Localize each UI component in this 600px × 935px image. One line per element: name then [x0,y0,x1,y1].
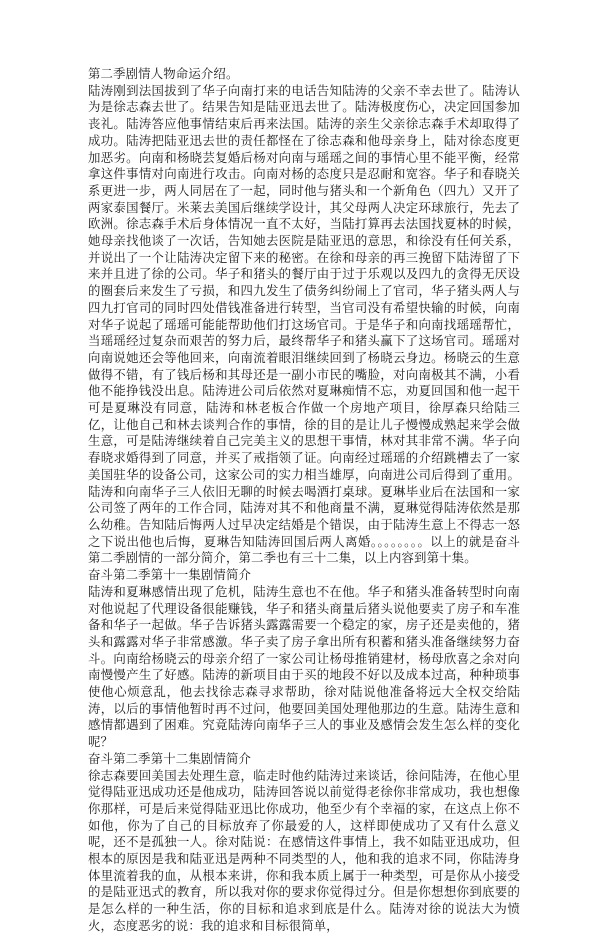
section-paragraph-3: 徐志森要回美国去处理生意，临走时他约陆涛过来谈话，徐问陆涛，在他心里觉得陆亚迅成功还是他成功，陆涛回答说以前觉得老徐你非常成功，我也想像你那样，可是后来觉得陆亚迅比你成功，他至少有个幸福的家，在这点上你不如他，你为了自己的目标放弃了你最爱的人，这样即使成功了又有什么意义呢，还不是孤独一人。徐对陆说：在感情这件事情上，我不如陆亚迅成功，但根本的原因是我和陆亚迅是两种不同类型的人，他和我的追求不同，你陆涛身体里流着我的血，从根本来讲，你和我本质上属于一种类型，可是你从小接受的是陆亚迅式的教育，所以我对你的要求你觉得过分。但是你想想你到底要的是怎么样的一种生活，你的目标和追求到底是什么。陆涛对徐的说法大为愤火，态度恶劣的说：我的追求和目标很简单， [88,767,520,933]
section-heading-2: 奋斗第二季第十一集剧情简介 [88,567,252,583]
section-heading-3: 奋斗第二季第十二集剧情简介 [88,750,252,766]
section-heading-1: 第二季剧情人物命运介绍。 [88,66,239,81]
section-paragraph-1: 陆涛刚到法国拔到了华子向南打来的电话告知陆涛的父亲不幸去世了。陆涛认为是徐志森去世了。结果告知是陆亚迅去世了。陆涛极度伤心，决定回国参加丧礼。陆涛答应他事情结束后再来法国。陆涛的亲生父亲徐志森手术却取得了成功。陆涛把陆亚迅去世的责任都怪在了徐志森和他母亲身上，陆对徐态度更加恶劣。向南和杨晓芸复婚后杨对向南与瑶瑶之间的事情心里不能平衡，经常拿这件事情对向南进行攻击。向南对杨的态度只是忍耐和宽容。华子和春晓关系更进一步，两人同居在了一起，同时他与猪头和一个新角色（四九）又开了两家泰国餐厅。米莱去美国后继续学设计，其父母两人决定环球旅行，先去了欧洲。徐志森手术后身体情况一直不太好，当陆打算再去法国找夏林的时候，她母亲找他谈了一次话，告知她去医院是陆亚迅的意思，和徐没有任何关系，并说出了一个让陆涛决定留下来的秘密。在徐和母亲的再三挽留下陆涛留了下来并且进了徐的公司。华子和猪头的餐厅由于过于乐观以及四九的贪得无厌设的圈套后来发生了亏损，和四九发生了债务纠纷闹上了官司，华子猪头两人与四九打官司的同时四处借钱准备进行转型，当官司没有希望快输的时候，向南对华子说起了瑶瑶可能能帮助他们打这场官司。于是华子和向南找瑶瑶帮忙，当瑶瑶经过复杂而艰苦的努力后，最终帮华子和猪头赢下了这场官司。瑶瑶对向南说她还会等他回来，向南流着眼泪继续回到了杨晓云身边。杨晓云的生意做得不错，有了钱后杨和其母还是一副小市民的嘴脸，对向南极其不满，小看他不能挣钱没出息。陆涛进公司后依然对夏琳痴情不忘，劝夏回国和他一起干可是夏琳没有同意，陆涛和林老板合作做一个房地产项目，徐厚森只给陆三亿，让他自己和林去谈判合作的事情，徐的目的是让儿子慢慢成熟起来学会做生意，可是陆涛继续着自己完美主义的思想干事情，林对其非常不满。华子向春晓求婚得到了同意，并买了戒指领了证。向南经过瑶瑶的介绍跳槽去了一家美国驻华的设备公司，这家公司的实力相当雄厚，向南进公司后得到了重用。陆涛和向南华子三人依旧无聊的时候去喝酒打桌球。夏琳毕业后在法国和一家公司签了两年的工作合同，陆涛对其不和他商量不满，夏琳觉得陆涛依然是那么幼稚。告知陆后悔两人过早决定结婚是个错误，由于陆涛生意上不得志一怒之下说出他也后悔，夏琳告知陆涛回国后两人离婚。。。。。。。。以上的就是奋斗第二季剧情的一部分简介，第二季也有三十二集，以上内容到第十集。 [88,82,520,566]
document-page [88,66,520,935]
section-paragraph-2: 陆涛和夏琳感情出现了危机，陆涛生意也不在他。华子和猪头准备转型时向南对他说起了代理设备很能赚钱，华子和猪头商量后猪头说他要卖了房子和车准备和华子一起做。华子告诉猪头露露需要一个稳定的家，房子还是卖他的，猪头和露露对华子非常感激。华子卖了房子拿出所有积蓄和猪头准备继续努力奋斗。向南给杨晓云的母亲介绍了一家公司让杨母推销建材，杨母欣喜之余对向南慢慢产生了好感。陆涛的新项目由于买的地段不好以及成本过高，种种琐事使他心烦意乱，他去找徐志森寻求帮助，徐对陆说他准备将远大全权交给陆涛，以后的事情他暂时再不过问，他要回美国处理他那边的生意。陆涛生意和感情都遇到了困难。究竟陆涛向南华子三人的事业及感情会发生怎么样的变化呢？ [88,583,520,750]
